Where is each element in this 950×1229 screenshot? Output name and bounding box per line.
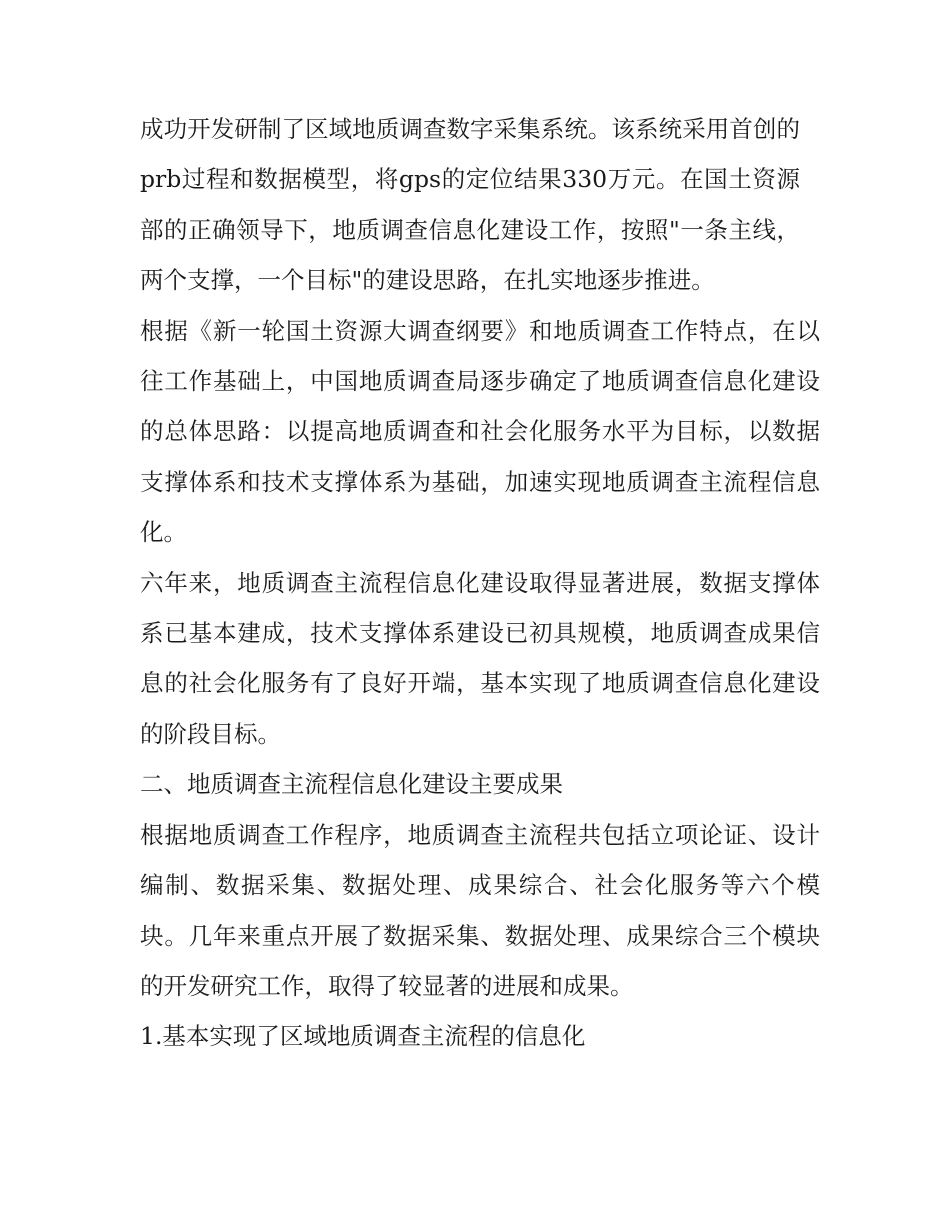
document-page: [140, 104, 820, 1062]
paragraph-overall-approach: 根据《新一轮国土资源大调查纲要》和地质调查工作特点，在以往工作基础上，中国地质调查局逐步确定了地质调查信息化建设的总体思路：以提高地质调查和社会化服务水平为目标，以数据支撑体系和技术支撑体系为基础，加速实现地质调查主流程信息化。: [140, 316, 820, 547]
section-heading: 二、地质调查主流程信息化建设主要成果: [140, 770, 563, 799]
paragraph-workflow-modules: 根据地质调查工作程序，地质调查主流程共包括立项论证、设计编制、数据采集、数据处理、成果综合、社会化服务等六个模块。几年来重点开展了数据采集、数据处理、成果综合三个模块的开发研究工作，取得了较显著的进展和成果。: [140, 820, 820, 1000]
paragraph-intro: 成功开发研制了区域地质调查数字采集系统。该系统采用首创的prb过程和数据模型，将gps的定位结果330万元。在国土资源部的正确领导下，地质调查信息化建设工作，按照"一条主线，两个支撑，一个目标"的建设思路，在扎实地逐步推进。: [140, 115, 800, 295]
subheading: 1.基本实现了区域地质调查主流程的信息化: [140, 1022, 586, 1051]
paragraph-six-years-progress: 六年来，地质调查主流程信息化建设取得显著进展，数据支撑体系已基本建成，技术支撑体系建设已初具规模，地质调查成果信息的社会化服务有了良好开端，基本实现了地质调查信息化建设的阶段目标。: [140, 568, 820, 748]
